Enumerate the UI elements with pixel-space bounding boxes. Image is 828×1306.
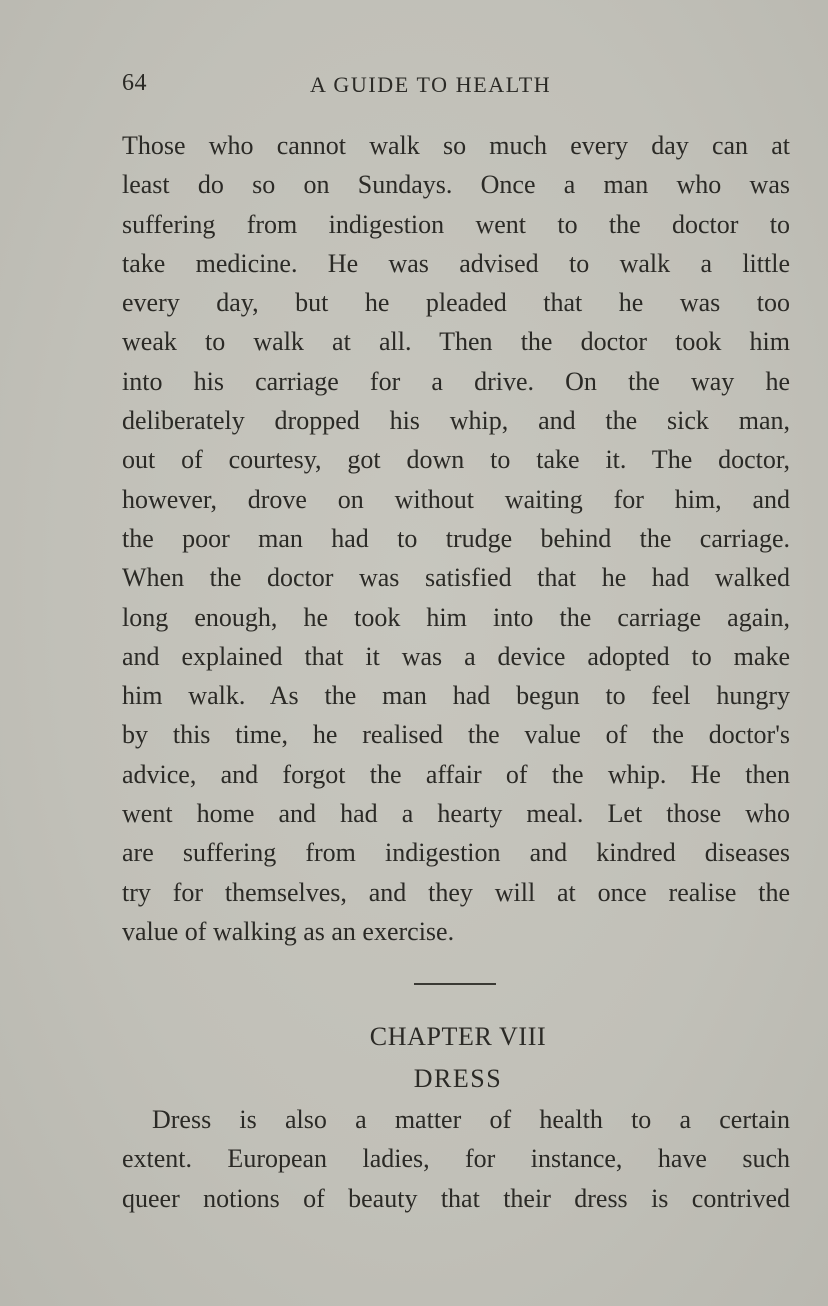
text-line: deliberately dropped his whip, and the sick man, (122, 406, 790, 436)
text-line: out of courtesy, got down to take it. The doctor, (122, 445, 790, 475)
text-line: into his carriage for a drive. On the way he (122, 366, 790, 396)
chapter-title: DRESS (413, 1064, 503, 1093)
section-divider (414, 983, 496, 985)
text-line: When the doctor was satisfied that he had walked (122, 563, 790, 593)
text-line: least do so on Sundays. Once a man who was (122, 170, 790, 200)
text-line: advice, and forgot the affair of the whip. He then (122, 759, 790, 789)
text-line: are suffering from indigestion and kindred diseases (122, 838, 790, 868)
text-line: by this time, he realised the value of the doctor's (122, 720, 790, 750)
text-line: Dress is also a matter of health to a certain (152, 1105, 790, 1134)
body-paragraph (122, 126, 790, 951)
chapter-number: CHAPTER VIII (369, 1022, 547, 1051)
text-line: value of walking as an exercise. (122, 916, 455, 946)
chapter-paragraph (122, 1100, 790, 1218)
text-line: queer notions of beauty that their dress is contrived (122, 1183, 790, 1213)
page-number: 64 (122, 70, 147, 96)
text-line: Those who cannot walk so much every day can at (122, 131, 790, 160)
running-head (122, 70, 790, 106)
text-line: however, drove on without waiting for him, and (122, 484, 790, 514)
text-line: take medicine. He was advised to walk a little (122, 248, 790, 278)
text-line: went home and had a hearty meal. Let those who (122, 799, 790, 829)
text-line: the poor man had to trudge behind the carriage. (122, 523, 790, 553)
text-line: weak to walk at all. Then the doctor took him (122, 327, 790, 357)
text-line: and explained that it was a device adopted to make (122, 641, 790, 671)
running-title: A GUIDE TO HEALTH (310, 72, 552, 97)
text-line: extent. European ladies, for instance, have such (122, 1144, 790, 1174)
text-line: every day, but he pleaded that he was too (122, 288, 790, 318)
text-line: him walk. As the man had begun to feel hungry (122, 681, 790, 711)
text-line: try for themselves, and they will at once realise the (122, 877, 790, 907)
text-line: suffering from indigestion went to the doctor to (122, 209, 790, 239)
text-line: long enough, he took him into the carriage again, (122, 602, 790, 632)
